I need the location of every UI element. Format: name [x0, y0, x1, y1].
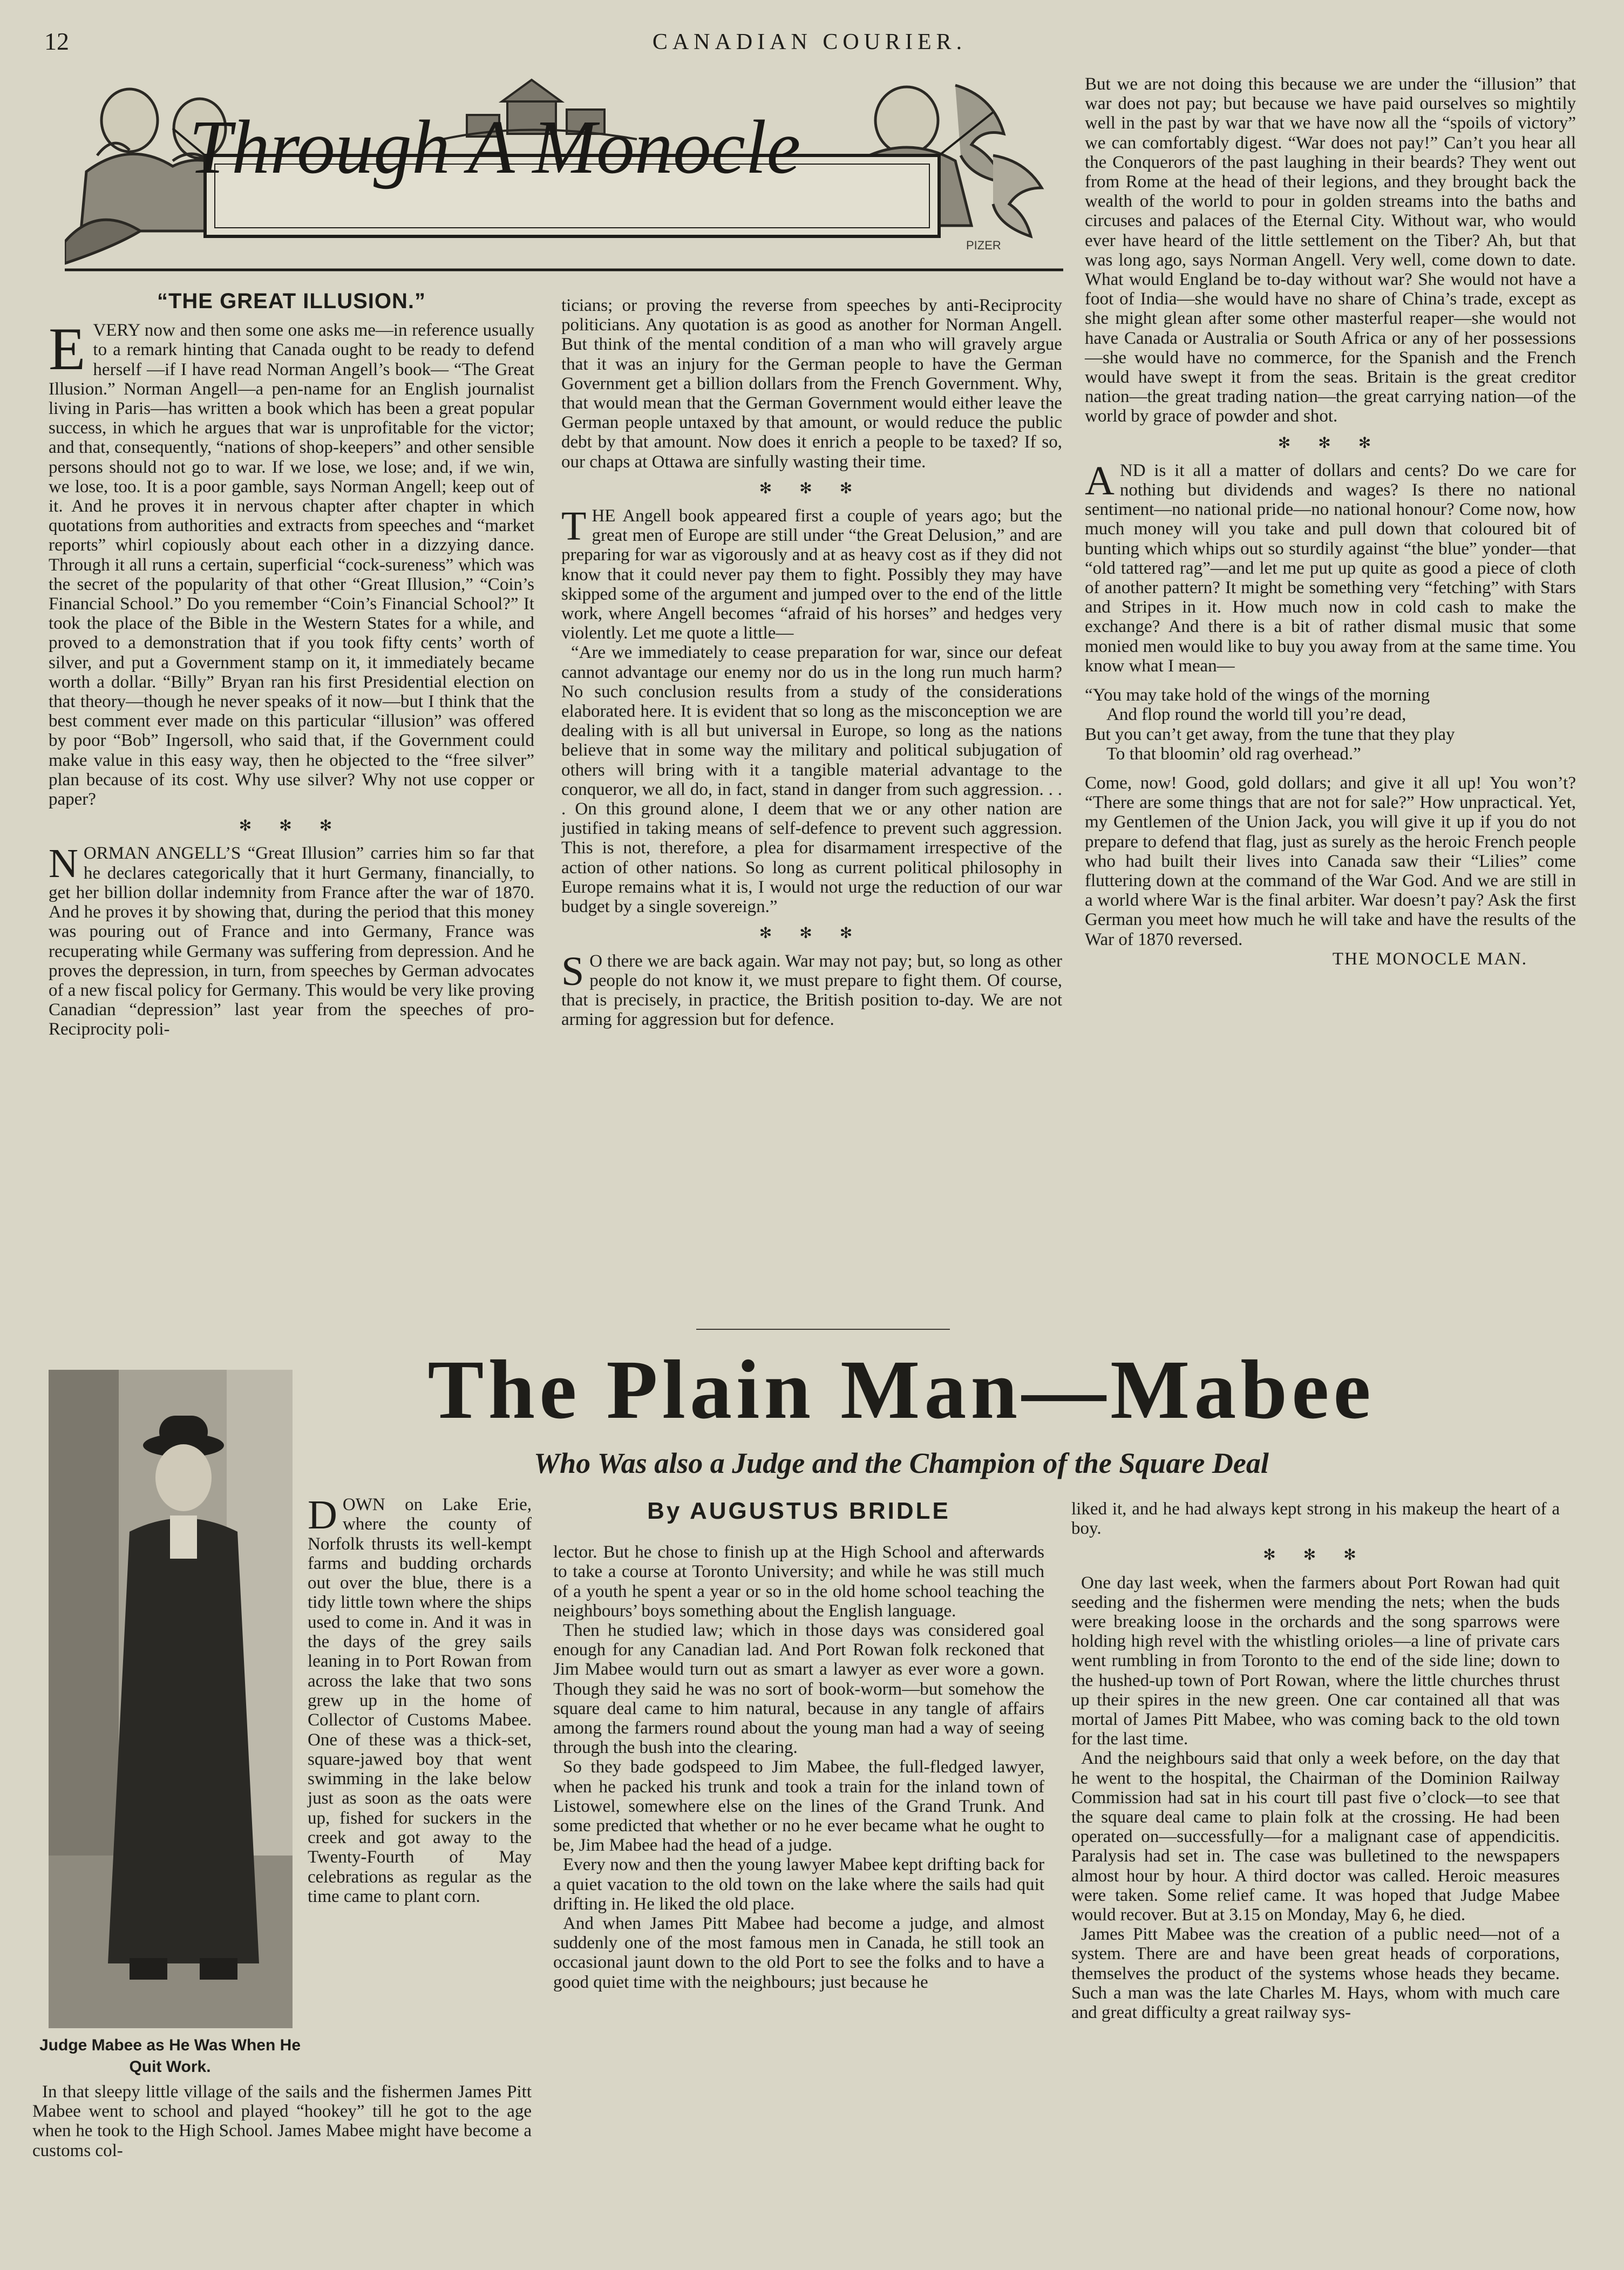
mabee-column-1 [308, 1492, 532, 1906]
paragraph: EVERY now and then some one asks me—in reference usually to a remark hinting that Canada ought to be ready to defend herself —if I have read Norman Angell’s book— “The Great Illusion.” Norman Angell—a pen-name for an English journalist living in Paris—has written a book which has been a great popular success, in which he argues that war is unprofitable for the victor; and that, consequently, “nations of shop-keepers” and other sensible persons should not go to war. If we lose, we lose; and, if we win, we lose, too. It is a poor gamble, says Norman Angell; keep out of it. And he proves it in nervous chapter after chapter in which quotations from authorities and extracts from speeches and “market reports” whirl copiously about each other in a dizzying dance. Through it all runs a certain, superficial “cock-sureness” which was the secret of the popularity of that other “Great Illusion,” “Coin’s Financial School.” Do you remember “Coin’s Financial School?” It took the place of the Bible in the Western States for a while, and proved to a demonstration that if you took fifty cents’ worth of silver, and put a Government stamp on it, it immediately became worth a dollar. “Billy” Bryan ran his first Presidential election on that theory—though he never speaks of it now—but I think that the best comment ever made on this particular “illusion” was offered by poor “Bob” Ingersoll, who said that, if the Government could make value in this easy way, then he objected to the “free silver” plan because of its cost. Why use silver? Why not use copper or paper? [49, 316, 534, 810]
paragraph: Every now and then the young lawyer Mabee kept drifting back for a quiet vacation to the old town on the lake where the sails had quit drifting in. He liked the old place. [553, 1855, 1044, 1914]
section-ornament: ✻ ✻ ✻ [239, 818, 344, 835]
artist-signature: PIZER [966, 239, 1001, 252]
section-heading: “THE GREAT ILLUSION.” [157, 289, 426, 313]
article-subtitle: Who Was also a Judge and the Champion of the Square Deal [534, 1447, 1269, 1479]
paragraph: AND is it all a matter of dollars and cents? Do we care for nothing but dividends and wages? Is there no national sentiment—no national pride—no national honour? Come now, how much money will you take and pull down that coloured bit of bunting which whips out so sturdily against “the blue” yonder—that “old tattered rag”—and let me put up quite as good a piece of cloth of another pattern? It might be something very “fetching” with Stars and Stripes in it. How much now in cold cash to make the exchange? And there is a bit of rather dismal music that some monied men would like to buy you away from at the same time. You know what I mean— [1085, 458, 1576, 676]
paragraph: THE Angell book appeared first a couple of years ago; but the great men of Europe are still under “the Great Delusion,” and are preparing for war as vigorously and at as heavy cost as if they did not know that it could never pay them to fight. Possibly they may have skipped some of the argument and jumped over to the end of the little work, where Angell becomes “afraid of his horses” and hedges very violently. Let me quote a little— [561, 504, 1062, 643]
monocle-column-3 [1085, 74, 1576, 969]
running-head: CANADIAN COURIER. [652, 30, 967, 55]
paragraph: And the neighbours said that only a week before, on the day that he went to the hospital, the Chairman of the Dominion Railway Commission had sat in his court till past five o’clock—to see that the square deal came to plain folk at the crossing. He had been operated on—successfully—for a malignant case of appendicitis. Paralysis had set in. The case was bulletined to the newspapers almost hour by hour. A third doctor was called. Heroic measures were taken. Some relief came. It was hoped that Judge Mabee would recover. But at 3.15 on Monday, May 6, he died. [1071, 1749, 1560, 1925]
monocle-column-1 [49, 291, 534, 1039]
paragraph: In that sleepy little village of the sails and the fishermen James Pitt Mabee went to school and played “hookey” till he got to the age when he took to the High School. James Mabee might have become a customs col- [32, 2082, 532, 2160]
page-number: 12 [44, 28, 69, 55]
mabee-column-1-continued [32, 2082, 532, 2160]
verse-line: But you can’t get away, from the tune that they play [1085, 724, 1455, 744]
paragraph: ticians; or proving the reverse from speeches by anti-Reciprocity politicians. Any quotation is as good as another for Norman Angell. But think of the mental condition of a man who will gravely argue that it was an injury for the German people to have the German Government get a billion dollars from the French Government. Why, that would mean that the German Government would either leave the German people untaxed by that amount, or would reduce the public debt by that amount. Now does it enrich a people to be taxed? If so, our chaps at Ottawa are sinfully wasting their time. [561, 296, 1062, 472]
drop-cap: S [561, 948, 585, 994]
mabee-column-3 [1071, 1499, 1560, 2022]
paragraph: So they bade godspeed to Jim Mabee, the full-fledged lawyer, when he packed his trunk and took a train for the inland town of Listowel, somewhere else on the lines of the Grand Trunk. And some predicted that whether or no he ever became what he ought to be, Jim Mabee had the head of a judge. [553, 1757, 1044, 1856]
verse-line: “You may take hold of the wings of the morning [1085, 685, 1430, 705]
section-ornament: ✻ ✻ ✻ [1263, 1547, 1368, 1564]
drop-cap: N [49, 841, 78, 887]
portrait-photograph [49, 1370, 293, 2028]
drop-cap: T [561, 504, 587, 549]
section-divider [696, 1329, 950, 1330]
verse-line: To that bloomin’ old rag overhead.” [1106, 744, 1361, 764]
paragraph: And when James Pitt Mabee had become a judge, and almost suddenly one of the most famous men in Canada, he still took an occasional jaunt down to the old Port to see the folks and to have a good quiet time with the neighbours; just because he [553, 1914, 1044, 1992]
paragraph: Then he studied law; which in those days was considered goal enough for any Canadian lad. And Port Rowan folk reckoned that Jim Mabee would turn out as smart a lawyer as ever wore a gown. Though they said he was no sort of book-worm—but somehow the square deal came to him natural, because in any tangle of affairs among the farmers round about the young man had a way of seeing through the bush into the clearing. [553, 1621, 1044, 1758]
paragraph: One day last week, when the farmers about Port Rowan had quit seeding and the fishermen were mending the nets; when the buds were breaking loose in the orchards and the song sparrows were holding high revel with the whistling orioles—a line of private cars went rumbling in from Toronto to the end of the side line; down to the hushed-up town of Port Rowan, where the little churches thrust up their spires in the new green. One car contained all that was mortal of James Pitt Mabee, who was coming back to the old town for the last time. [1071, 1573, 1560, 1749]
drop-cap: E [49, 316, 86, 383]
section-ornament: ✻ ✻ ✻ [1278, 434, 1383, 452]
paragraph: Come, now! Good, gold dollars; and give it all up! You won’t? “There are some things that are not for sale?” How unpractical. Yet, my Gentlemen of the Union Jack, you will give it up if you do not prepare to defend that flag, just as surely as the heroic French people who had built their lives into Canada saw their “Lilies” come fluttering down at the command of the War God. And we are still in a world where War is the final arbiter. War doesn’t pay? Ask the first German you meet how much he will take and have the results of the War of 1870 reversed. [1085, 773, 1576, 949]
drop-cap: A [1085, 458, 1115, 504]
drop-cap: D [308, 1492, 337, 1538]
author-signoff: THE MONOCLE MAN. [1332, 949, 1527, 969]
verse-quote [1085, 685, 1576, 764]
masthead-title: Through A Monocle [189, 104, 801, 189]
paragraph: lector. But he chose to finish up at the High School and afterwards to take a course at Toronto University; and while he was still much of a youth he spent a year or so in the old home school teaching the neighbours’ boys something about the English language. [553, 1542, 1044, 1621]
article-title: The Plain Man—Mabee [427, 1343, 1375, 1436]
section-ornament: ✻ ✻ ✻ [759, 925, 865, 942]
mabee-column-2 [553, 1499, 1044, 1992]
byline: By AUGUSTUS BRIDLE [647, 1498, 950, 1524]
section-ornament: ✻ ✻ ✻ [759, 480, 865, 497]
paragraph: S O there we are back again. War may not pay; but, so long as other people do not know it, we must prepare to fight them. Of course, that is precisely, in practice, the British position to-day. We are not arming for aggression but for defence. [561, 948, 1062, 1030]
paragraph: NORMAN ANGELL’S “Great Illusion” carries him so far that he declares categorically that it hurt Germany, financially, to get her billion dollar indemnity from France after the war of 1870. And he proves it by showing that, during the period that this money was pouring out of France and into Germany, France was recuperating while Germany was suffering from depression. And he proves the depression, in turn, from speeches by German advocates of a new fiscal policy for Germany. This would be very like proving Canadian “depression” last year from the speeches of pro-Reciprocity poli- [49, 841, 534, 1039]
paragraph: DOWN on Lake Erie, where the county of Norfolk thrusts its well-kempt farms and budding orchards out over the blue, there is a tidy little town where the ships used to come in. And it was in the days of the grey sails leaning in to Port Rowan from across the lake that two sons grew up in the home of Collector of Customs Mabee. One of these was a thick-set, square-jawed boy that went swimming in the lake below just as soon as the oats were up, fished for suckers in the creek and got away to the Twenty-Fourth of May celebrations as regular as the time came to plant corn. [308, 1492, 532, 1906]
verse-line: And flop round the world till you’re dead, [1106, 705, 1406, 725]
paragraph: “Are we immediately to cease preparation for war, since our defeat cannot advantage our enemy nor do us in the long run much harm? No such conclusion results from a study of the considerations elaborated here. It is evident that so long as the misconception we are dealing with is all but universal in Europe, so long as the nations believe that in some way the military and political subjugation of others will bring with it a tangible material advantage to the conqueror, we all do, in fact, stand in danger from such aggression. . . . On this ground alone, I deem that we or any other nation are justified in taking means of self-defence to prevent such aggression. This is not, therefore, a plea for disarmament irrespective of the action of other nations. So long as current political philosophy in Europe remains what it is, I would not urge the reduction of our war budget by a single sovereign.” [561, 643, 1062, 917]
judge-mabee-photo [49, 1370, 293, 2028]
monocle-column-2 [561, 296, 1062, 1029]
paragraph: James Pitt Mabee was the creation of a public need—not of a system. There are and have been great heads of corporations, themselves the product of the systems whose heads they became. Such a man was the late Charles M. Hays, whom with much care and great difficulty a great railway sys- [1071, 1925, 1560, 2023]
photo-caption: Judge Mabee as He Was When He Quit Work. [39, 2036, 301, 2076]
paragraph: But we are not doing this because we are under the “illusion” that war does not pay; but because we have paid ourselves so mightily well in the past by war that we have now all the “spoils of victory” we can comfortably digest. “War does not pay!” Can’t you hear all the Conquerors of the past laughing in their beards? They went out from Rome at the head of their legions, and they brought back the wealth of the world to pour in golden streams into the baths and circuses and palaces of the Eternal City. Without war, who would ever have heard of the little settlement on the Tiber? Ah, but that was long ago, says Norman Angell. Very well, come down to date. What would England be to-day without war? She would not have a foot of India—she would have no share of China’s trade, except as she might glean after some other masterful reaper—she would not have Canada or Australia or South Africa or any of her possessions —she would have no commerce, for the Spanish and the French would have swept it from the seas. Britain is the great creditor nation—the great trading nation—the great carrying nation—of the world by grace of powder and shot. [1085, 74, 1576, 426]
paragraph: liked it, and he had always kept strong in his makeup the heart of a boy. [1071, 1499, 1560, 1539]
